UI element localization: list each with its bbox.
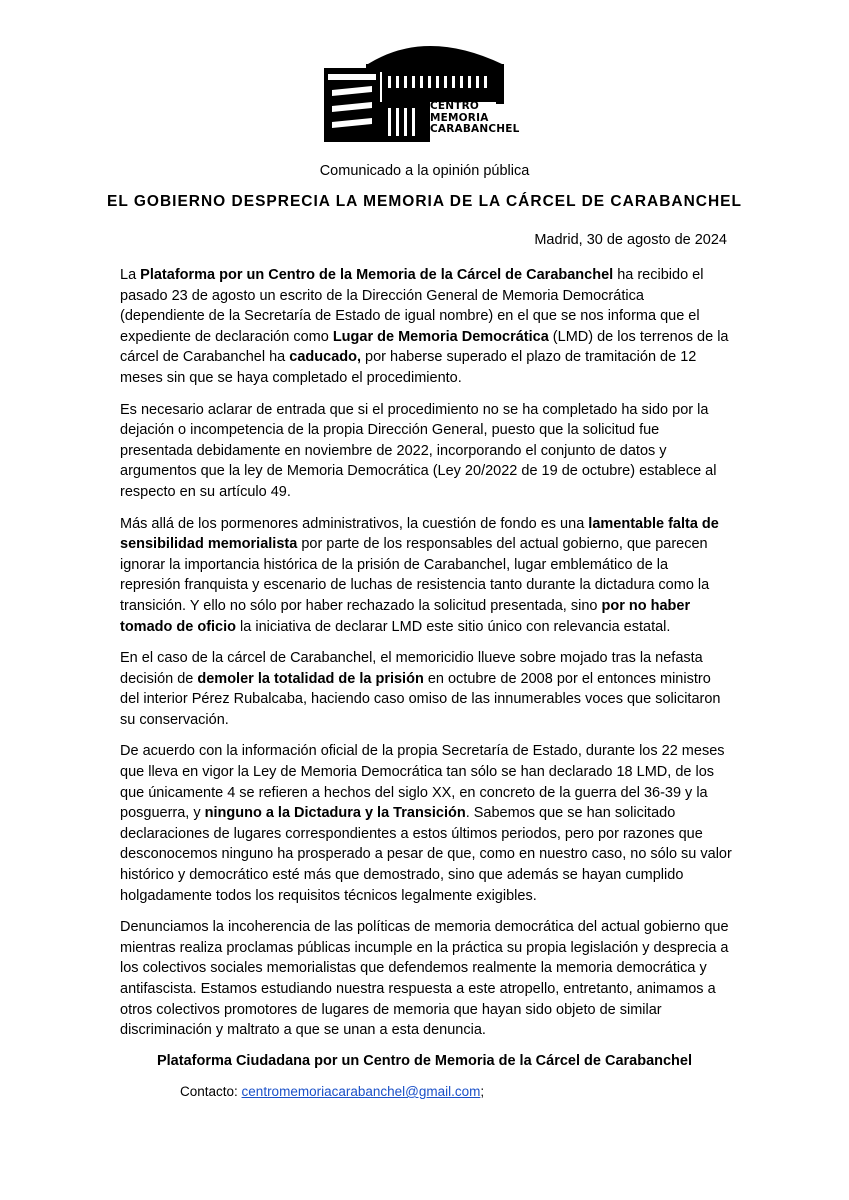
p4-text-a: En el caso de la cárcel de Carabanchel, el memoricidio llueve sobre mojado tras la nefasta decisión de bbox=[120, 650, 703, 687]
contact-email-link[interactable]: centromemoriacarabanchel@gmail.com bbox=[241, 1084, 481, 1099]
p3-bold-de-oficio: por no haber tomado de oficio bbox=[120, 597, 691, 635]
paragraph-3 bbox=[120, 514, 732, 638]
p5-text-a: De acuerdo con la información oficial de la propia Secretaría de Estado, durante los 22 meses que lleva en vigor la Ley de Memoria Democrática tan sólo se han declarado 18 LMD, de los que únicamente 4 se refieren a hechos del siglo XX, en concreto de la guerra del 36-39 y la posguerra, y bbox=[120, 743, 725, 822]
p1-text-c: ha recibido el pasado 23 de agosto un escrito de la Dirección General de Memoria Democrática (dependiente de la Secretaría de Estado de igual nombre) en el que se nos informa que el expediente de declaración como bbox=[120, 267, 704, 345]
paragraph-4 bbox=[120, 648, 732, 730]
logo-text bbox=[430, 101, 520, 136]
logo-line-centro: CENTRO bbox=[430, 100, 480, 112]
document-subtitle: Comunicado a la opinión pública bbox=[319, 163, 530, 179]
paragraph-6: Denunciamos la incoherencia de las políticas de memoria democrática del actual gobierno que mientras realiza proclamas públicas incumple en la práctica su propia legislación y desprecia a los colectivos sociales memorialistas que defendemos realmente la memoria democrática y antifascista. Estamos estudiando nuestra respuesta a este atropello, entretanto, animamos a otros colectivos promotores de lugares de memoria que hayan sido objeto de similar discriminación y maltrato a que se unan a esta denuncia. bbox=[120, 919, 729, 1039]
p3-text-c: por parte de los responsables del actual gobierno, que parecen ignorar la importancia histórica de la prisión de Carabanchel, lugar emblemático de la represión franquista y escenario de luchas de resistencia tanto durante la dictadura como la transición. Y ello no sólo por haber rechazado la solicitud presentada, sino bbox=[120, 536, 710, 614]
document-body bbox=[120, 265, 732, 1052]
document-headline: EL GOBIERNO DESPRECIA LA MEMORIA DE LA CÁRCEL DE CARABANCHEL bbox=[107, 193, 742, 210]
p1-text-e: (LMD) de los terrenos de la cárcel de Carabanchel ha bbox=[120, 328, 729, 366]
paragraph-2: Es necesario aclarar de entrada que si el procedimiento no se ha completado ha sido por la dejación o incompetencia de la propia Dirección General, puesto que la solicitud fue presentada debidamente en noviembre de 2022, incorporando el conjunto de datos y argumentos que la ley de Memoria Democrática (Ley 20/2022 de 19 de octubre) establece al respecto en su artículo 49. bbox=[120, 401, 717, 500]
paragraph-1 bbox=[120, 265, 732, 389]
p1-text-a: La bbox=[120, 267, 141, 283]
contact-label: Contacto: bbox=[180, 1084, 242, 1099]
p5-bold-ninguno: ninguno a la Dictadura y la Transición bbox=[204, 805, 466, 822]
p5-text-c: . Sabemos que se han solicitado declaraciones de lugares correspondientes a estos últimos periodos, pero por razones que desconocemos ninguno ha prosperado a pesar de que, como en nuestro caso, no sólo su valor histórico y democrático esté más que demostrado, sino que además se hayan cumplido holgadamente todos los requisitos técnicos legalmente exigibles. bbox=[120, 805, 732, 904]
contact-suffix: ; bbox=[480, 1084, 485, 1099]
signature: Plataforma Ciudadana por un Centro de Memoria de la Cárcel de Carabanchel bbox=[156, 1053, 693, 1069]
logo-line-memoria: MEMORIA bbox=[430, 111, 489, 124]
paragraph-5 bbox=[120, 741, 732, 906]
p1-bold-lmd: Lugar de Memoria Democrática bbox=[332, 328, 549, 345]
p4-bold-demoler: demoler la totalidad de la prisión bbox=[197, 670, 424, 687]
p1-bold-plataforma: Plataforma por un Centro de la Memoria de la Cárcel de Carabanchel bbox=[140, 267, 614, 283]
p1-bold-caducado: caducado, bbox=[289, 349, 361, 366]
p3-text-a: Más allá de los pormenores administrativos, la cuestión de fondo es una bbox=[120, 515, 589, 532]
p3-bold-falta-sensibilidad: lamentable falta de sensibilidad memorialista bbox=[120, 515, 719, 553]
contact-line bbox=[180, 1084, 484, 1099]
logo bbox=[322, 34, 526, 142]
p1-text-g: por haberse superado el plazo de tramitación de 12 meses sin que se haya completado el procedimiento. bbox=[120, 349, 697, 386]
logo-line-carabanchel: CARABANCHEL bbox=[430, 123, 520, 135]
p4-text-c: en octubre de 2008 por el entonces ministro del interior Pérez Rubalcaba, haciendo caso omiso de las innumerables voces que solicitaron su conservación. bbox=[120, 670, 721, 728]
p3-text-e: la iniciativa de declarar LMD este sitio único con relevancia estatal. bbox=[236, 618, 671, 635]
document-date: Madrid, 30 de agosto de 2024 bbox=[534, 232, 727, 248]
